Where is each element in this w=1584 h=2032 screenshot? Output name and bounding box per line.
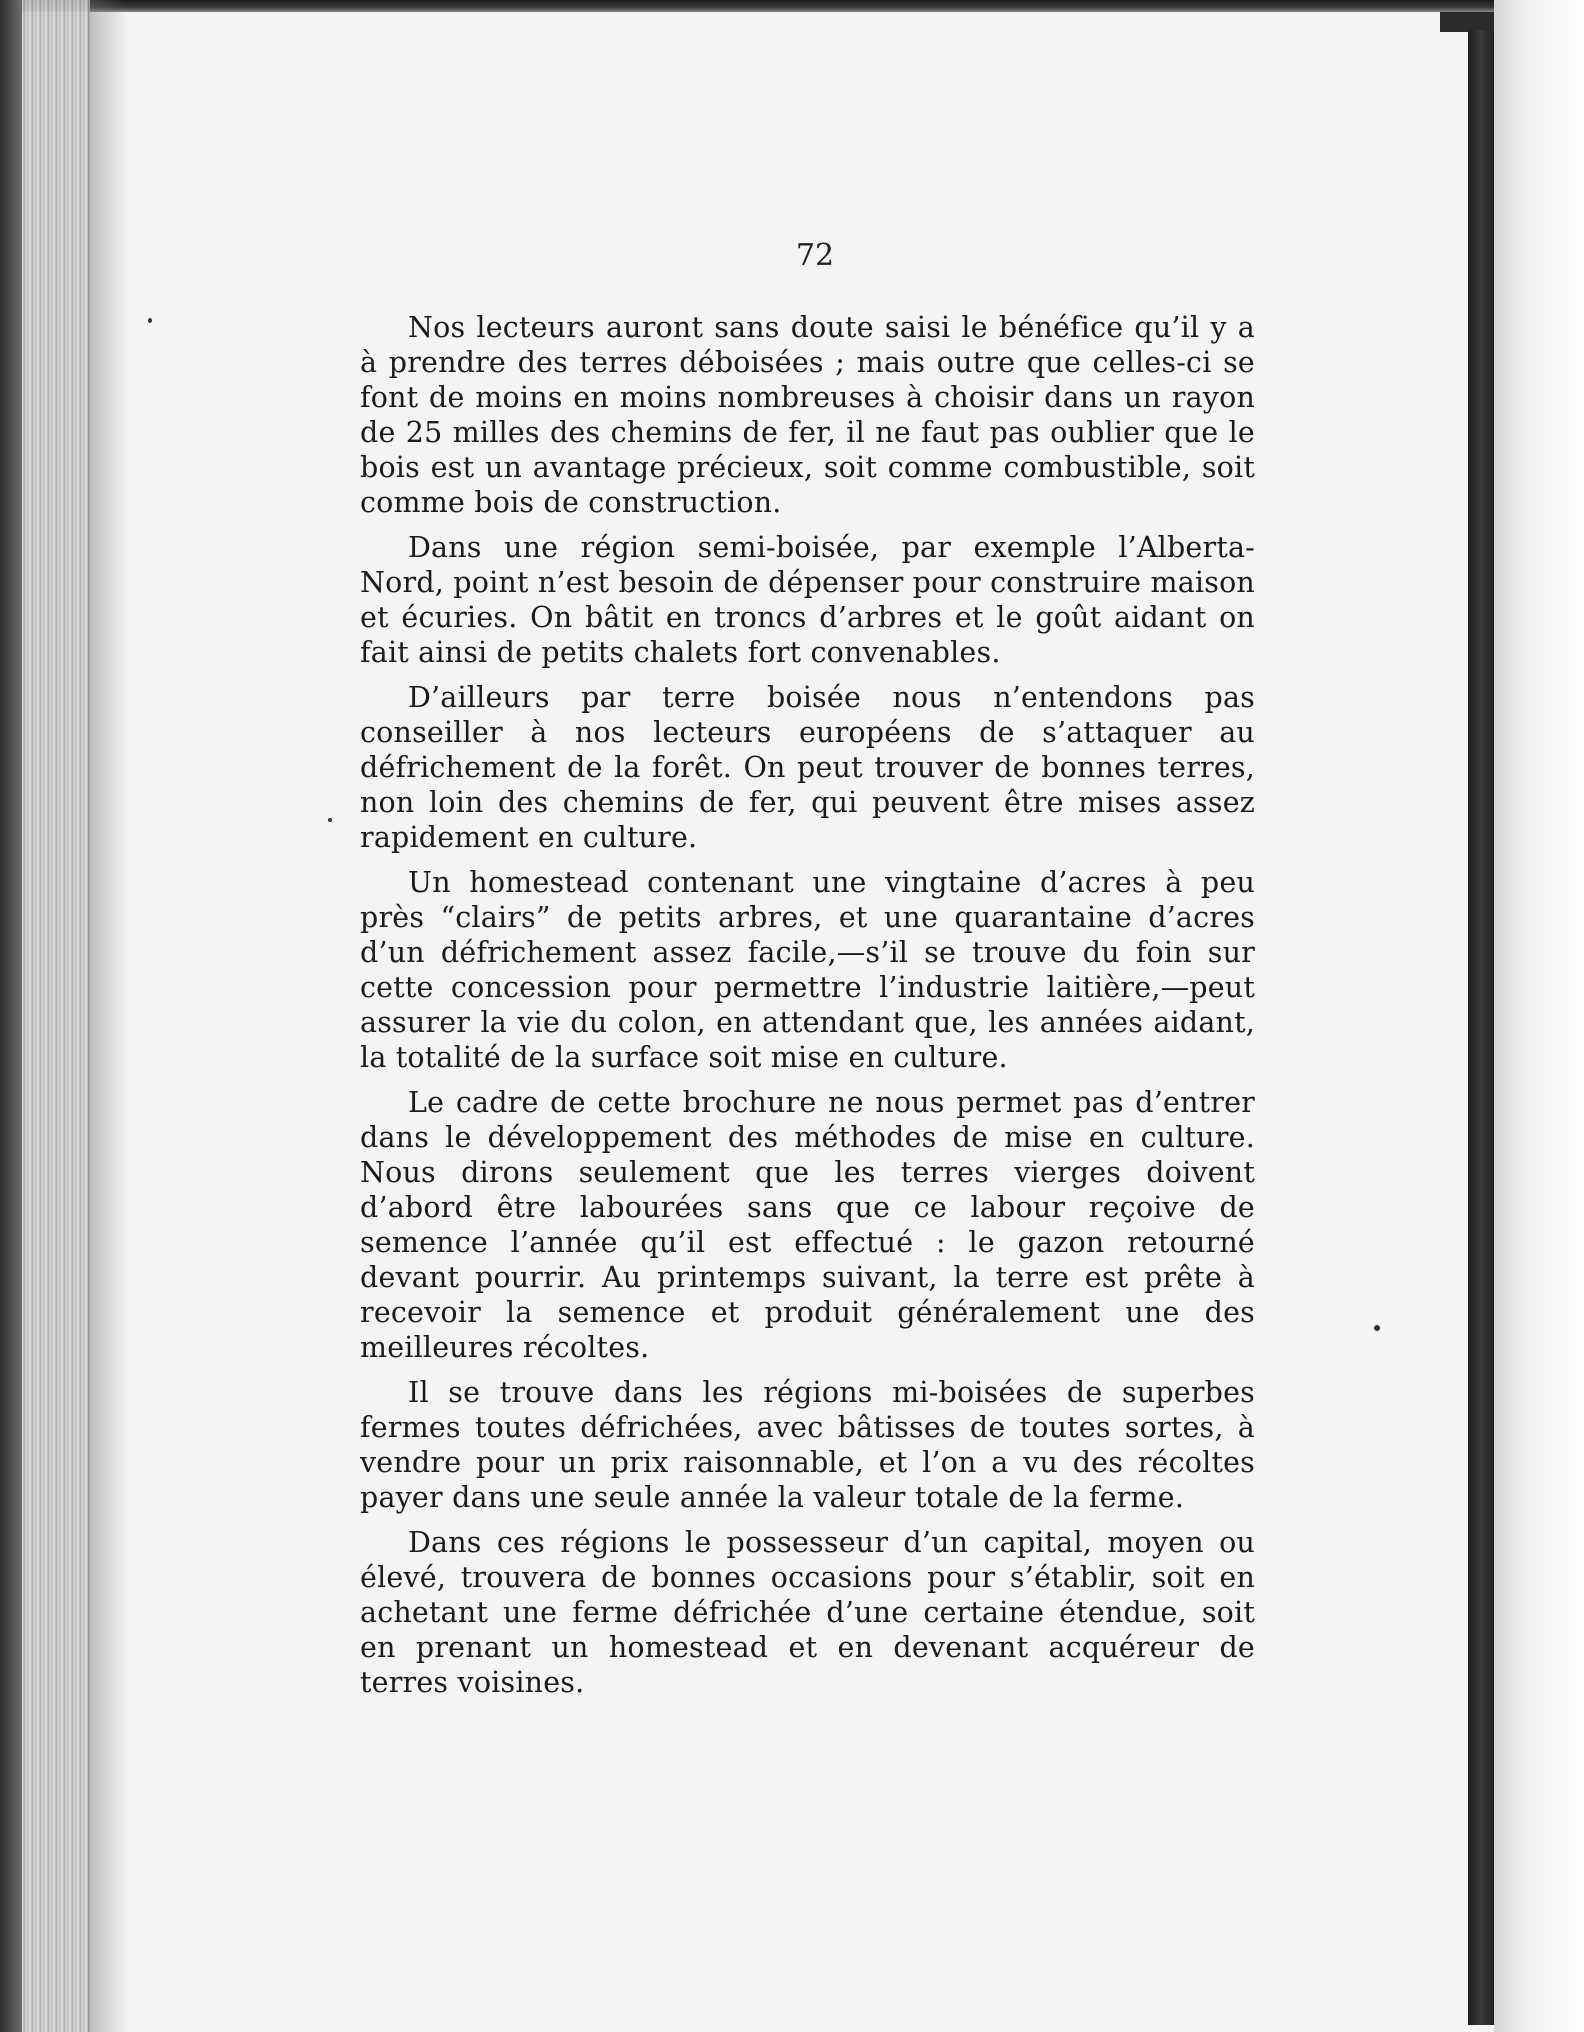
scan-speck bbox=[1374, 1325, 1380, 1331]
facing-page-margin bbox=[1494, 0, 1584, 2032]
paragraph: Dans ces régions le possesseur d’un capital, moyen ou élevé, trouvera de bonnes occasions pour s’établir, soit en achetant une ferme défrichée d’une certaine étendue, soit en prenant un homestead et en devenant acquéreur de terres voisines. bbox=[360, 1526, 1255, 1699]
scan-speck bbox=[328, 818, 332, 822]
page-number: 72 bbox=[795, 238, 835, 273]
paragraph: Un homestead contenant une vingtaine d’acres à peu près “clairs” de petits arbres, et une quarantaine d’acres d’un défrichement assez facile,—s’il se trouve du foin sur cette concession pour permettre l’industrie laitière,—peut assurer la vie du colon, en attendant que, les années aidant, la totalité de la surface soit mise en culture. bbox=[360, 866, 1255, 1074]
left-binding-shadow bbox=[0, 0, 22, 2032]
body-text bbox=[360, 240, 1255, 1710]
right-page-edge bbox=[1468, 30, 1494, 2025]
paragraph: Dans une région semi-boisée, par exemple l’Alberta-Nord, point n’est besoin de dépenser pour construire maison et écuries. On bâtit en troncs d’arbres et le goût aidant on fait ainsi de petits chalets fort convenables. bbox=[360, 531, 1255, 669]
gutter-shadow bbox=[88, 0, 128, 2032]
paragraph: Nos lecteurs auront sans doute saisi le bénéfice qu’il y a à prendre des terres déboisées ; mais outre que celles-ci se font de moins en moins nombreuses à choisir dans un rayon de 25 milles des chemins de fer, il ne faut pas oublier que le bois est un avantage précieux, soit comme combustible, soit comme bois de construction. bbox=[360, 311, 1255, 519]
paragraph: Le cadre de cette brochure ne nous permet pas d’entrer dans le développement des méthodes de mise en culture. Nous dirons seulement que les terres vierges doivent d’abord être labourées sans que ce labour reçoive de semence l’année qu’il est effectué : le gazon retourné devant pourrir. Au printemps suivant, la terre est prête à recevoir la semence et produit généralement une des meilleures récoltes. bbox=[360, 1086, 1255, 1364]
paragraph: D’ailleurs par terre boisée nous n’entendons pas conseiller à nos lecteurs européens de s’attaquer au défrichement de la forêt. On peut trouver de bonnes terres, non loin des chemins de fer, qui peuvent être mises assez rapidement en culture. bbox=[360, 681, 1255, 854]
scan-speck bbox=[148, 318, 152, 323]
paragraph: Il se trouve dans les régions mi-boisées de superbes fermes toutes défrichées, avec bâtisses de toutes sortes, à vendre pour un prix raisonnable, et l’on a vu des récoltes payer dans une seule année la valeur totale de la ferme. bbox=[360, 1376, 1255, 1514]
top-book-edge bbox=[0, 0, 1584, 12]
